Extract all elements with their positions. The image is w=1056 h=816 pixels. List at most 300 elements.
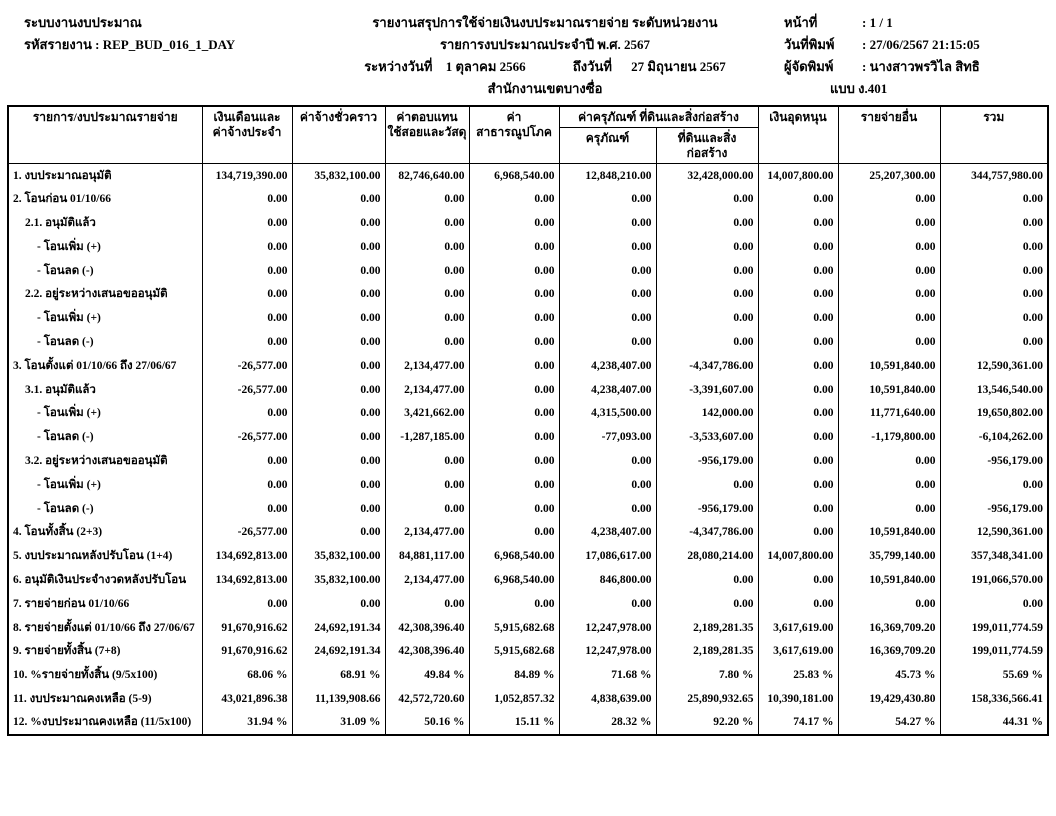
- cell-value: 0.00: [385, 306, 469, 330]
- cell-value: 0.00: [469, 425, 559, 449]
- cell-value: 0.00: [758, 568, 838, 592]
- col-header-item: รายการ/งบประมาณรายจ่าย: [8, 106, 202, 164]
- cell-value: 0.00: [202, 449, 292, 473]
- cell-value: 0.00: [469, 401, 559, 425]
- cell-value: 0.00: [758, 497, 838, 521]
- cell-value: 4,238,407.00: [559, 520, 656, 544]
- cell-value: 2,134,477.00: [385, 354, 469, 378]
- cell-value: 0.00: [292, 187, 385, 211]
- cell-value: 0.00: [656, 473, 758, 497]
- cell-value: 25,890,932.65: [656, 687, 758, 711]
- cell-value: -956,179.00: [940, 497, 1048, 521]
- cell-value: 12,590,361.00: [940, 520, 1048, 544]
- cell-value: -4,347,786.00: [656, 354, 758, 378]
- cell-value: 6,968,540.00: [469, 544, 559, 568]
- cell-value: 0.00: [758, 592, 838, 616]
- cell-value: 0.00: [559, 497, 656, 521]
- cell-value: 0.00: [292, 592, 385, 616]
- cell-value: 71.68 %: [559, 663, 656, 687]
- date-range-start: 1 ตุลาคม 2566: [445, 59, 526, 74]
- cell-value: 0.00: [202, 497, 292, 521]
- cell-value: 3,617,619.00: [758, 616, 838, 640]
- cell-value: 0.00: [202, 187, 292, 211]
- cell-value: 0.00: [469, 259, 559, 283]
- table-row: [8, 687, 1048, 711]
- cell-value: 0.00: [469, 449, 559, 473]
- cell-value: 0.00: [656, 235, 758, 259]
- table-row: [8, 711, 1048, 735]
- cell-value: 0.00: [292, 259, 385, 283]
- report-header: [0, 10, 1056, 100]
- cell-value: 0.00: [758, 354, 838, 378]
- table-row: [8, 663, 1048, 687]
- header-center: [306, 12, 784, 100]
- cell-value: 0.00: [469, 497, 559, 521]
- cell-value: 45.73 %: [838, 663, 940, 687]
- cell-value: 0.00: [385, 330, 469, 354]
- cell-value: 4,238,407.00: [559, 378, 656, 402]
- cell-value: -956,179.00: [656, 449, 758, 473]
- row-label: 2.1. อนุมัติแล้ว: [8, 211, 202, 235]
- table-row: [8, 473, 1048, 497]
- cell-value: 0.00: [940, 187, 1048, 211]
- cell-value: 191,066,570.00: [940, 568, 1048, 592]
- cell-value: 11,771,640.00: [838, 401, 940, 425]
- table-row: [8, 592, 1048, 616]
- cell-value: 0.00: [469, 520, 559, 544]
- row-label: - โอนลด (-): [8, 259, 202, 283]
- row-label: 8. รายจ่ายตั้งแต่ 01/10/66 ถึง 27/06/67: [8, 616, 202, 640]
- cell-value: 31.09 %: [292, 711, 385, 735]
- cell-value: 0.00: [940, 330, 1048, 354]
- table-row: [8, 449, 1048, 473]
- budget-table: [7, 105, 1049, 736]
- cell-value: 0.00: [838, 259, 940, 283]
- row-label: 9. รายจ่ายทั้งสิ้น (7+8): [8, 639, 202, 663]
- cell-value: 12,590,361.00: [940, 354, 1048, 378]
- cell-value: 0.00: [559, 187, 656, 211]
- table-row: [8, 164, 1048, 188]
- cell-value: 0.00: [469, 282, 559, 306]
- row-label: 6. อนุมัติเงินประจำงวดหลังปรับโอน: [8, 568, 202, 592]
- cell-value: 0.00: [202, 306, 292, 330]
- row-label: - โอนเพิ่ม (+): [8, 473, 202, 497]
- cell-value: 24,692,191.34: [292, 639, 385, 663]
- row-label: 3.2. อยู่ระหว่างเสนอขออนุมัติ: [8, 449, 202, 473]
- cell-value: 15.11 %: [469, 711, 559, 735]
- cell-value: -4,347,786.00: [656, 520, 758, 544]
- cell-value: 74.17 %: [758, 711, 838, 735]
- cell-value: 0.00: [292, 449, 385, 473]
- col-header-other-expense: รายจ่ายอื่น: [838, 106, 940, 164]
- row-label: - โอนลด (-): [8, 497, 202, 521]
- page-number-label: หน้าที่: [784, 15, 818, 30]
- cell-value: 0.00: [656, 211, 758, 235]
- cell-value: 0.00: [469, 306, 559, 330]
- cell-value: 3,617,619.00: [758, 639, 838, 663]
- table-row: [8, 378, 1048, 402]
- cell-value: 199,011,774.59: [940, 639, 1048, 663]
- table-row: [8, 497, 1048, 521]
- printed-by-label: ผู้จัดพิมพ์: [784, 59, 834, 74]
- row-label: - โอนลด (-): [8, 425, 202, 449]
- row-label: 4. โอนทั้งสิ้น (2+3): [8, 520, 202, 544]
- col-header-subsidy: เงินอุดหนุน: [758, 106, 838, 164]
- cell-value: 0.00: [758, 425, 838, 449]
- cell-value: 0.00: [469, 592, 559, 616]
- cell-value: 16,369,709.20: [838, 616, 940, 640]
- cell-value: 0.00: [469, 473, 559, 497]
- cell-value: 10,591,840.00: [838, 354, 940, 378]
- cell-value: 50.16 %: [385, 711, 469, 735]
- cell-value: 0.00: [202, 282, 292, 306]
- cell-value: 0.00: [292, 330, 385, 354]
- cell-value: 68.91 %: [292, 663, 385, 687]
- date-range-to-label: ถึงวันที่: [572, 59, 612, 74]
- col-header-land: ที่ดินและสิ่งก่อสร้าง: [656, 128, 758, 164]
- date-range-end: 27 มิถุนายน 2567: [631, 59, 726, 74]
- cell-value: 28.32 %: [559, 711, 656, 735]
- report-date-range: [306, 56, 784, 78]
- table-row: [8, 235, 1048, 259]
- cell-value: 0.00: [758, 449, 838, 473]
- cell-value: 6,968,540.00: [469, 164, 559, 188]
- table-row: [8, 544, 1048, 568]
- cell-value: 42,308,396.40: [385, 639, 469, 663]
- cell-value: 142,000.00: [656, 401, 758, 425]
- cell-value: 42,308,396.40: [385, 616, 469, 640]
- cell-value: 0.00: [469, 378, 559, 402]
- cell-value: 0.00: [385, 235, 469, 259]
- col-header-salary-line2: ค่าจ้างประจำ: [212, 125, 282, 139]
- col-header-compensation: [385, 106, 469, 164]
- cell-value: -77,093.00: [559, 425, 656, 449]
- table-body: [8, 164, 1048, 735]
- cell-value: 0.00: [838, 497, 940, 521]
- row-label: 3. โอนตั้งแต่ 01/10/66 ถึง 27/06/67: [8, 354, 202, 378]
- cell-value: 199,011,774.59: [940, 616, 1048, 640]
- row-label: 1. งบประมาณอนุมัติ: [8, 164, 202, 188]
- cell-value: 5,915,682.68: [469, 639, 559, 663]
- cell-value: 0.00: [838, 211, 940, 235]
- cell-value: -956,179.00: [656, 497, 758, 521]
- cell-value: -956,179.00: [940, 449, 1048, 473]
- org-name: สำนักงานเขตบางซื่อ: [487, 81, 603, 96]
- cell-value: 0.00: [656, 306, 758, 330]
- col-header-compensation-line1: ค่าตอบแทน: [396, 110, 458, 124]
- cell-value: 0.00: [385, 282, 469, 306]
- cell-value: 14,007,800.00: [758, 164, 838, 188]
- cell-value: 17,086,617.00: [559, 544, 656, 568]
- cell-value: 0.00: [758, 235, 838, 259]
- col-header-equipment: ครุภัณฑ์: [559, 128, 656, 164]
- cell-value: 2,189,281.35: [656, 616, 758, 640]
- cell-value: 49.84 %: [385, 663, 469, 687]
- cell-value: 0.00: [838, 473, 940, 497]
- cell-value: 0.00: [292, 378, 385, 402]
- cell-value: 12,848,210.00: [559, 164, 656, 188]
- cell-value: 42,572,720.60: [385, 687, 469, 711]
- cell-value: 0.00: [838, 592, 940, 616]
- cell-value: 0.00: [385, 211, 469, 235]
- cell-value: 2,189,281.35: [656, 639, 758, 663]
- row-label: 2. โอนก่อน 01/10/66: [8, 187, 202, 211]
- cell-value: -26,577.00: [202, 354, 292, 378]
- row-label: 10. %รายจ่ายทั้งสิ้น (9/5x100): [8, 663, 202, 687]
- cell-value: -26,577.00: [202, 378, 292, 402]
- cell-value: 11,139,908.66: [292, 687, 385, 711]
- col-header-salary: [202, 106, 292, 164]
- report-subtitle: รายการงบประมาณประจำปี พ.ศ. 2567: [439, 37, 650, 52]
- table-row: [8, 330, 1048, 354]
- cell-value: 0.00: [202, 401, 292, 425]
- cell-value: 0.00: [758, 259, 838, 283]
- col-header-utilities: [469, 106, 559, 164]
- cell-value: 28,080,214.00: [656, 544, 758, 568]
- cell-value: 0.00: [758, 473, 838, 497]
- cell-value: 134,719,390.00: [202, 164, 292, 188]
- col-header-total: รวม: [940, 106, 1048, 164]
- cell-value: 0.00: [202, 211, 292, 235]
- cell-value: 0.00: [292, 354, 385, 378]
- cell-value: 3,421,662.00: [385, 401, 469, 425]
- row-label: - โอนเพิ่ม (+): [8, 306, 202, 330]
- cell-value: 82,746,640.00: [385, 164, 469, 188]
- row-label: 11. งบประมาณคงเหลือ (5-9): [8, 687, 202, 711]
- cell-value: 0.00: [940, 211, 1048, 235]
- cell-value: 0.00: [940, 282, 1048, 306]
- cell-value: 13,546,540.00: [940, 378, 1048, 402]
- cell-value: 10,591,840.00: [838, 378, 940, 402]
- page-number-row: [784, 12, 1050, 34]
- cell-value: 0.00: [292, 306, 385, 330]
- table-row: [8, 259, 1048, 283]
- col-header-salary-line1: เงินเดือนและ: [213, 110, 281, 124]
- cell-value: 6,968,540.00: [469, 568, 559, 592]
- cell-value: 31.94 %: [202, 711, 292, 735]
- cell-value: 55.69 %: [940, 663, 1048, 687]
- cell-value: 0.00: [559, 282, 656, 306]
- cell-value: 7.80 %: [656, 663, 758, 687]
- cell-value: 0.00: [656, 187, 758, 211]
- cell-value: 0.00: [292, 235, 385, 259]
- cell-value: 846,800.00: [559, 568, 656, 592]
- cell-value: 91,670,916.62: [202, 616, 292, 640]
- cell-value: 0.00: [292, 211, 385, 235]
- table-row: [8, 568, 1048, 592]
- cell-value: 0.00: [838, 330, 940, 354]
- cell-value: 35,832,100.00: [292, 568, 385, 592]
- cell-value: 16,369,709.20: [838, 639, 940, 663]
- cell-value: 19,429,430.80: [838, 687, 940, 711]
- row-label: 3.1. อนุมัติแล้ว: [8, 378, 202, 402]
- cell-value: 25,207,300.00: [838, 164, 940, 188]
- cell-value: 43,021,896.38: [202, 687, 292, 711]
- col-header-compensation-line2: ใช้สอยและวัสดุ: [387, 125, 467, 139]
- row-label: - โอนลด (-): [8, 330, 202, 354]
- cell-value: 0.00: [559, 449, 656, 473]
- cell-value: 0.00: [469, 235, 559, 259]
- cell-value: 0.00: [292, 473, 385, 497]
- cell-value: -1,179,800.00: [838, 425, 940, 449]
- cell-value: 0.00: [469, 211, 559, 235]
- cell-value: 91,670,916.62: [202, 639, 292, 663]
- cell-value: 0.00: [559, 259, 656, 283]
- cell-value: 0.00: [292, 497, 385, 521]
- report-code: รหัสรายงาน : REP_BUD_016_1_DAY: [24, 37, 236, 52]
- cell-value: 0.00: [469, 354, 559, 378]
- cell-value: 12,247,978.00: [559, 616, 656, 640]
- cell-value: 0.00: [758, 330, 838, 354]
- col-header-temp-wage: ค่าจ้างชั่วคราว: [292, 106, 385, 164]
- cell-value: 0.00: [940, 306, 1048, 330]
- cell-value: 4,838,639.00: [559, 687, 656, 711]
- cell-value: 0.00: [656, 282, 758, 306]
- form-code: แบบ ง.401: [830, 81, 888, 96]
- cell-value: 10,390,181.00: [758, 687, 838, 711]
- cell-value: 357,348,341.00: [940, 544, 1048, 568]
- cell-value: 0.00: [385, 187, 469, 211]
- table-row: [8, 425, 1048, 449]
- cell-value: 12,247,978.00: [559, 639, 656, 663]
- header-left: [6, 12, 306, 100]
- cell-value: 0.00: [758, 378, 838, 402]
- cell-value: -26,577.00: [202, 425, 292, 449]
- cell-value: 44.31 %: [940, 711, 1048, 735]
- cell-value: 0.00: [292, 520, 385, 544]
- table-row: [8, 282, 1048, 306]
- table-row: [8, 520, 1048, 544]
- report-title: รายงานสรุปการใช้จ่ายเงินงบประมาณรายจ่าย ระดับหน่วยงาน: [372, 15, 718, 30]
- cell-value: 0.00: [202, 592, 292, 616]
- cell-value: 0.00: [940, 259, 1048, 283]
- cell-value: 0.00: [292, 401, 385, 425]
- cell-value: 4,315,500.00: [559, 401, 656, 425]
- cell-value: 0.00: [385, 592, 469, 616]
- cell-value: 0.00: [838, 235, 940, 259]
- col-header-utilities-line2: สาธารณูปโภค: [476, 125, 552, 139]
- row-label: - โอนเพิ่ม (+): [8, 235, 202, 259]
- cell-value: 0.00: [758, 282, 838, 306]
- table-row: [8, 211, 1048, 235]
- cell-value: 0.00: [202, 259, 292, 283]
- col-header-utilities-line1: ค่า: [506, 110, 522, 124]
- cell-value: 0.00: [385, 449, 469, 473]
- cell-value: 134,692,813.00: [202, 544, 292, 568]
- cell-value: 0.00: [758, 187, 838, 211]
- cell-value: 0.00: [292, 425, 385, 449]
- cell-value: 0.00: [469, 187, 559, 211]
- cell-value: 10,591,840.00: [838, 520, 940, 544]
- printed-by-value: : นางสาวพรวิไล สิทธิ: [862, 59, 980, 74]
- cell-value: 0.00: [940, 235, 1048, 259]
- printed-by-row: [784, 56, 1050, 78]
- date-range-prefix: ระหว่างวันที่: [364, 59, 433, 74]
- table-header: [8, 106, 1048, 164]
- cell-value: 1,052,857.32: [469, 687, 559, 711]
- cell-value: 0.00: [559, 211, 656, 235]
- cell-value: 10,591,840.00: [838, 568, 940, 592]
- cell-value: -3,533,607.00: [656, 425, 758, 449]
- cell-value: 2,134,477.00: [385, 520, 469, 544]
- table-row: [8, 616, 1048, 640]
- cell-value: 14,007,800.00: [758, 544, 838, 568]
- cell-value: 35,832,100.00: [292, 544, 385, 568]
- header-right: [784, 12, 1050, 100]
- cell-value: 0.00: [758, 211, 838, 235]
- cell-value: -26,577.00: [202, 520, 292, 544]
- cell-value: 0.00: [656, 592, 758, 616]
- cell-value: -3,391,607.00: [656, 378, 758, 402]
- cell-value: 0.00: [838, 187, 940, 211]
- cell-value: 92.20 %: [656, 711, 758, 735]
- cell-value: 54.27 %: [838, 711, 940, 735]
- table-row: [8, 187, 1048, 211]
- cell-value: 35,832,100.00: [292, 164, 385, 188]
- system-title: ระบบงานงบประมาณ: [24, 15, 142, 30]
- table-row: [8, 354, 1048, 378]
- cell-value: 84,881,117.00: [385, 544, 469, 568]
- cell-value: 344,757,980.00: [940, 164, 1048, 188]
- cell-value: 0.00: [385, 259, 469, 283]
- cell-value: 158,336,566.41: [940, 687, 1048, 711]
- cell-value: 0.00: [758, 520, 838, 544]
- row-label: 2.2. อยู่ระหว่างเสนอขออนุมัติ: [8, 282, 202, 306]
- cell-value: 0.00: [202, 473, 292, 497]
- cell-value: 35,799,140.00: [838, 544, 940, 568]
- table-row: [8, 639, 1048, 663]
- cell-value: 0.00: [202, 235, 292, 259]
- table-row: [8, 401, 1048, 425]
- print-date-row: [784, 34, 1050, 56]
- print-date-label: วันที่พิมพ์: [784, 37, 835, 52]
- cell-value: 0.00: [940, 473, 1048, 497]
- cell-value: 0.00: [838, 449, 940, 473]
- cell-value: 0.00: [656, 259, 758, 283]
- cell-value: 2,134,477.00: [385, 378, 469, 402]
- page-number-value: : 1 / 1: [862, 15, 893, 30]
- row-label: - โอนเพิ่ม (+): [8, 401, 202, 425]
- row-label: 7. รายจ่ายก่อน 01/10/66: [8, 592, 202, 616]
- row-label: 5. งบประมาณหลังปรับโอน (1+4): [8, 544, 202, 568]
- cell-value: 0.00: [469, 330, 559, 354]
- cell-value: 32,428,000.00: [656, 164, 758, 188]
- cell-value: 19,650,802.00: [940, 401, 1048, 425]
- cell-value: 0.00: [292, 282, 385, 306]
- cell-value: 0.00: [559, 330, 656, 354]
- cell-value: 2,134,477.00: [385, 568, 469, 592]
- cell-value: 0.00: [559, 473, 656, 497]
- cell-value: 4,238,407.00: [559, 354, 656, 378]
- col-header-equipment-group: ค่าครุภัณฑ์ ที่ดินและสิ่งก่อสร้าง: [559, 106, 758, 128]
- cell-value: 0.00: [940, 592, 1048, 616]
- cell-value: 0.00: [838, 282, 940, 306]
- cell-value: 0.00: [656, 568, 758, 592]
- row-label: 12. %งบประมาณคงเหลือ (11/5x100): [8, 711, 202, 735]
- cell-value: 5,915,682.68: [469, 616, 559, 640]
- cell-value: -6,104,262.00: [940, 425, 1048, 449]
- cell-value: 25.83 %: [758, 663, 838, 687]
- cell-value: 0.00: [838, 306, 940, 330]
- cell-value: 0.00: [385, 497, 469, 521]
- cell-value: 0.00: [559, 235, 656, 259]
- cell-value: -1,287,185.00: [385, 425, 469, 449]
- print-date-value: : 27/06/2567 21:15:05: [862, 37, 980, 52]
- cell-value: 84.89 %: [469, 663, 559, 687]
- cell-value: 0.00: [758, 306, 838, 330]
- cell-value: 0.00: [385, 473, 469, 497]
- cell-value: 134,692,813.00: [202, 568, 292, 592]
